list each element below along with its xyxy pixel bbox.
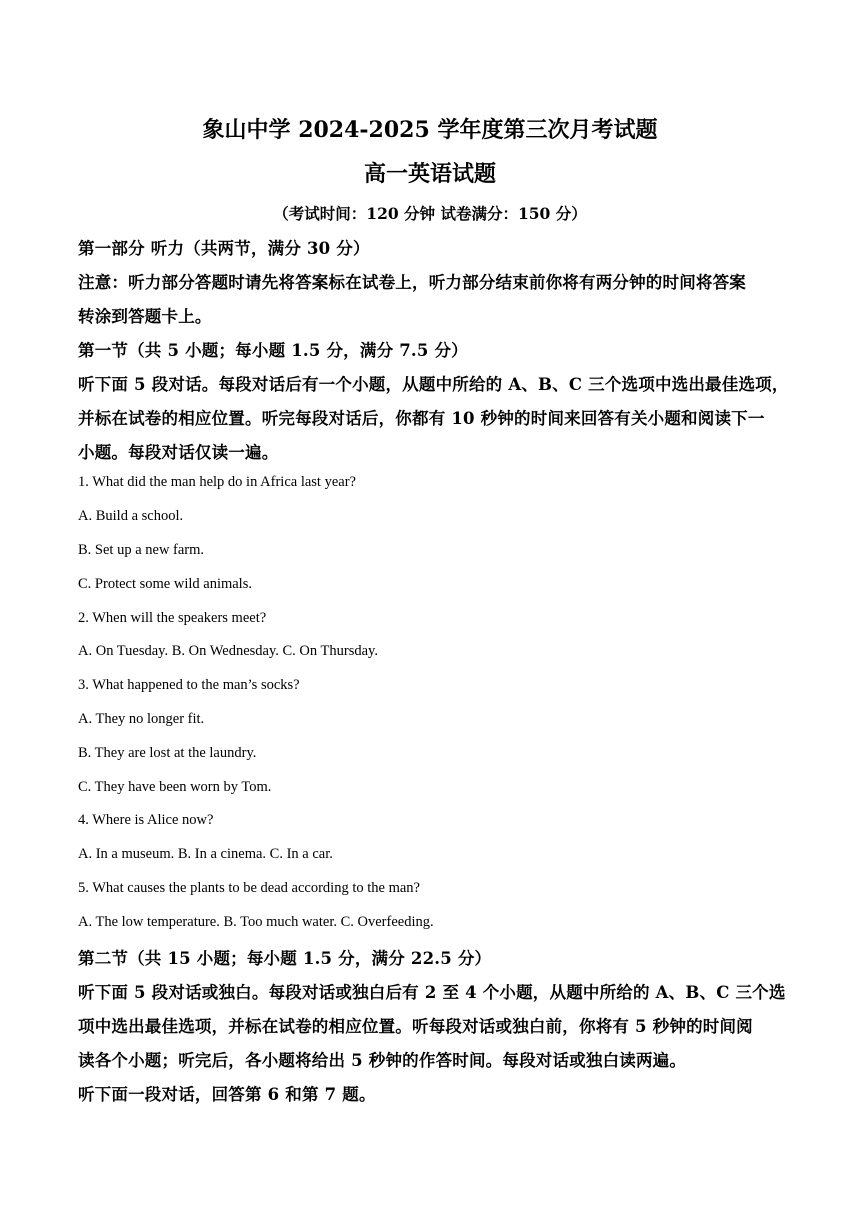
question-5-stem: 5. What causes the plants to be dead according to the man?	[78, 880, 420, 896]
question-3-option-c: C. They have been worn by Tom.	[78, 779, 272, 795]
section2-prompt: 听下面一段对话，回答第 6 和第 7 题。	[78, 1085, 376, 1104]
question-2-stem: 2. When will the speakers meet?	[78, 610, 267, 626]
section1-heading: 第一节（共 5 小题；每小题 1.5 分，满分 7.5 分）	[78, 341, 468, 360]
section1-instruction-line-3: 小题。每段对话仅读一遍。	[78, 443, 279, 462]
exam-title: 象山中学 2024-2025 学年度第三次月考试题	[202, 117, 658, 143]
question-1-option-b: B. Set up a new farm.	[78, 542, 205, 558]
section1-instruction-line-2: 并标在试卷的相应位置。听完每段对话后，你都有 10 秒钟的时间来回答有关小题和阅读下一	[78, 409, 765, 428]
question-2-options: A. On Tuesday. B. On Wednesday. C. On Thursday.	[78, 643, 378, 659]
section2-heading: 第二节（共 15 小题；每小题 1.5 分，满分 22.5 分）	[78, 949, 492, 968]
question-4-stem: 4. Where is Alice now?	[78, 812, 214, 828]
question-1-stem: 1. What did the man help do in Africa last year?	[78, 474, 356, 490]
question-3-stem: 3. What happened to the man’s socks?	[78, 677, 300, 693]
section2-instruction-line-1: 听下面 5 段对话或独白。每段对话或独白后有 2 至 4 个小题，从题中所给的 A、B、C 三个选	[78, 983, 786, 1002]
section1-instruction-line-1: 听下面 5 段对话。每段对话后有一个小题，从题中所给的 A、B、C 三个选项中选出最佳选项，	[78, 375, 789, 394]
part1-heading: 第一部分 听力（共两节，满分 30 分）	[78, 239, 370, 258]
question-1-option-a: A. Build a school.	[78, 508, 184, 524]
part1-note-line-1: 注意：听力部分答题时请先将答案标在试卷上，听力部分结束前你将有两分钟的时间将答案	[78, 273, 746, 292]
section2-instruction-line-3: 读各个小题；听完后，各小题将给出 5 秒钟的作答时间。每段对话或独白读两遍。	[78, 1051, 687, 1070]
question-5-options: A. The low temperature. B. Too much water. C. Overfeeding.	[78, 914, 434, 930]
exam-info: （考试时间：120 分钟 试卷满分：150 分）	[273, 204, 587, 223]
question-3-option-b: B. They are lost at the laundry.	[78, 745, 257, 761]
exam-subtitle: 高一英语试题	[363, 161, 496, 187]
part1-note-line-2: 转涂到答题卡上。	[78, 307, 212, 326]
section2-instruction-line-2: 项中选出最佳选项，并标在试卷的相应位置。听每段对话或独白前，你将有 5 秒钟的时间阅	[78, 1017, 753, 1036]
question-1-option-c: C. Protect some wild animals.	[78, 576, 252, 592]
question-3-option-a: A. They no longer fit.	[78, 711, 205, 727]
question-4-options: A. In a museum. B. In a cinema. C. In a car.	[78, 846, 333, 862]
